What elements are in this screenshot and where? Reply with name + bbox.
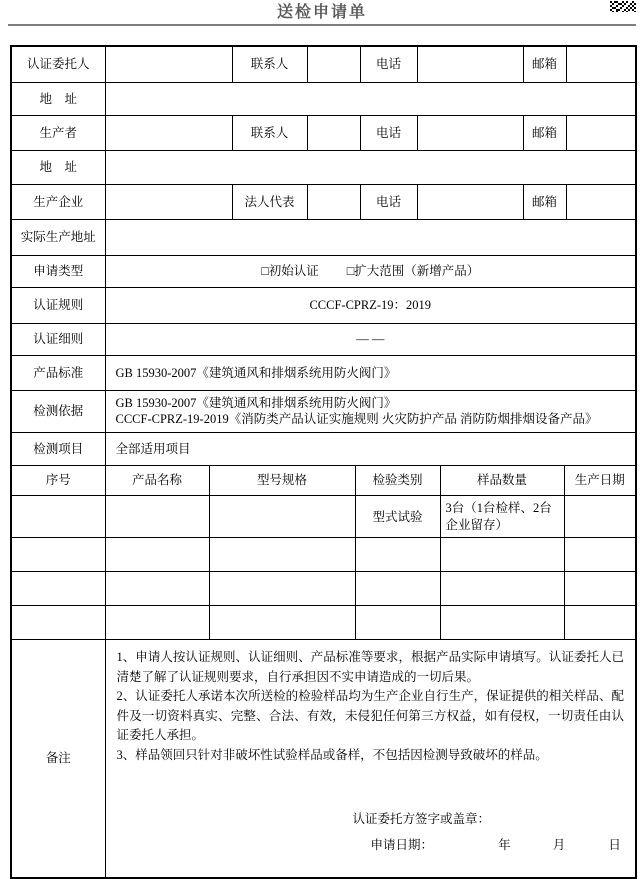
- row-producer: [12, 115, 635, 150]
- certification-rule-label: 认证规则: [12, 287, 105, 323]
- row-producer-address: [12, 150, 635, 184]
- checkbox-expand-scope: □扩大范围（新增产品）: [346, 264, 480, 278]
- document-header: [0, 0, 644, 26]
- remarks-note-2: 2、认证委托人承诺本次所送检的检验样品均为生产企业自行生产，保证提供的相关样品、配件及一切资料真实、完整、合法、有效，未侵犯任何第三方权益，如有侵权，一切责任由认证委托人承担。: [116, 689, 624, 742]
- product-model-cell: [209, 606, 355, 640]
- remarks-note-1: 1、申请人按认证规则、认证细则、产品标准等要求，根据产品实际申请填写。认证委托人已清楚了解了认证规则要求，自行承担因不实申请造成的一切后果。: [116, 650, 624, 684]
- product-date-cell: [564, 572, 635, 606]
- column-header-test-type: 检验类别: [355, 466, 440, 496]
- year-label: 年: [498, 838, 511, 852]
- producer-email-label: 邮箱: [523, 115, 566, 150]
- product-quantity-cell: [440, 606, 564, 640]
- producer-value-cell: [105, 115, 232, 150]
- column-header-production-date: 生产日期: [564, 466, 635, 496]
- product-quantity-cell: 3台（1台检样、2台企业留存）: [440, 496, 564, 538]
- column-header-model: 型号规格: [209, 466, 355, 496]
- certification-detail-label: 认证细则: [12, 323, 105, 355]
- product-model-cell: [209, 538, 355, 572]
- producer-address-value-cell: [105, 150, 635, 184]
- applicant-contact-label: 联系人: [232, 47, 307, 82]
- test-basis-label: 检测依据: [12, 390, 105, 432]
- manufacturer-email-value-cell: [566, 184, 635, 219]
- product-row: [12, 572, 635, 606]
- product-date-cell: [564, 606, 635, 640]
- day-label: 日: [608, 838, 621, 852]
- checkbox-initial-certification: □初始认证: [261, 264, 319, 278]
- application-form-table: [10, 45, 637, 879]
- row-applicant: [12, 47, 635, 82]
- qr-code-icon: [610, 0, 636, 12]
- product-row: [12, 496, 635, 538]
- test-items-label: 检测项目: [12, 432, 105, 465]
- product-name-cell: [105, 572, 209, 606]
- application-type-label: 申请类型: [12, 255, 105, 287]
- product-seq-cell: [12, 572, 105, 606]
- page-title: 送检申请单: [276, 4, 367, 21]
- product-model-cell: [209, 572, 355, 606]
- legal-representative-value-cell: [307, 184, 360, 219]
- column-header-product-name: 产品名称: [105, 466, 209, 496]
- remarks-note-3: 3、样品领回只针对非破坏性试验样品或备样，不包括因检测导致破坏的样品。: [116, 747, 548, 762]
- product-test-type-cell: 型式试验: [355, 496, 440, 538]
- product-name-cell: [105, 496, 209, 538]
- applicant-email-value-cell: [566, 47, 635, 82]
- column-header-seq: 序号: [12, 466, 105, 496]
- row-test-items: [12, 432, 635, 465]
- manufacturer-email-label: 邮箱: [523, 184, 566, 219]
- test-basis-line2: CCCF-CPRZ-19-2019《消防类产品认证实施规则 火灾防护产品 消防防烟排烟设备产品》: [115, 412, 598, 426]
- row-product-standard: [12, 355, 635, 390]
- row-certification-detail: [12, 323, 635, 355]
- column-header-quantity: 样品数量: [440, 466, 564, 496]
- product-name-cell: [105, 538, 209, 572]
- product-test-type-cell: [355, 572, 440, 606]
- product-model-cell: [209, 496, 355, 538]
- product-seq-cell: [12, 538, 105, 572]
- row-certification-rule: [12, 287, 635, 323]
- test-basis-value: [105, 390, 635, 432]
- row-test-basis: [12, 390, 635, 432]
- producer-contact-value-cell: [307, 115, 360, 150]
- product-table-header: [12, 466, 635, 496]
- product-seq-cell: [12, 496, 105, 538]
- application-date-line: [371, 835, 625, 855]
- product-test-type-cell: [355, 538, 440, 572]
- legal-representative-label: 法人代表: [232, 184, 307, 219]
- product-seq-cell: [12, 606, 105, 640]
- product-date-cell: [564, 538, 635, 572]
- signature-block: [117, 809, 625, 855]
- applicant-label: 认证委托人: [12, 47, 105, 82]
- remarks-label: 备注: [12, 640, 105, 877]
- producer-address-label: 地 址: [12, 150, 105, 184]
- application-type-options: [105, 255, 635, 287]
- producer-phone-label: 电话: [360, 115, 417, 150]
- product-standard-value: GB 15930-2007《建筑通风和排烟系统用防火阀门》: [105, 355, 635, 390]
- applicant-email-label: 邮箱: [523, 47, 566, 82]
- manufacturer-phone-label: 电话: [360, 184, 417, 219]
- row-application-type: [12, 255, 635, 287]
- product-name-cell: [105, 606, 209, 640]
- test-basis-line1: GB 15930-2007《建筑通风和排烟系统用防火阀门》: [115, 396, 397, 410]
- product-table: [12, 466, 635, 877]
- actual-production-address-label: 实际生产地址: [12, 219, 105, 255]
- producer-contact-label: 联系人: [232, 115, 307, 150]
- product-row: [12, 606, 635, 640]
- applicant-phone-label: 电话: [360, 47, 417, 82]
- product-standard-label: 产品标准: [12, 355, 105, 390]
- month-label: 月: [552, 838, 566, 852]
- manufacturer-phone-value-cell: [417, 184, 523, 219]
- producer-email-value-cell: [566, 115, 635, 150]
- applicant-address-value-cell: [105, 82, 635, 115]
- signature-label: 认证委托方签字或盖章：: [352, 812, 491, 826]
- applicant-address-label: 地 址: [12, 82, 105, 115]
- certification-rule-value: CCCF-CPRZ-19：2019: [105, 287, 635, 323]
- row-actual-production-address: [12, 219, 635, 255]
- title-divider: [8, 24, 636, 26]
- applicant-contact-value-cell: [307, 47, 360, 82]
- manufacturer-value-cell: [105, 184, 232, 219]
- product-quantity-cell: [440, 572, 564, 606]
- remarks-content: [105, 640, 635, 877]
- producer-label: 生产者: [12, 115, 105, 150]
- applicant-phone-value-cell: [417, 47, 523, 82]
- row-applicant-address: [12, 82, 635, 115]
- applicant-value-cell: [105, 47, 232, 82]
- product-quantity-cell: [440, 538, 564, 572]
- row-remarks: [12, 640, 635, 877]
- row-manufacturer: [12, 184, 635, 219]
- certification-detail-value: — —: [105, 323, 635, 355]
- actual-production-address-value-cell: [105, 219, 635, 255]
- manufacturer-label: 生产企业: [12, 184, 105, 219]
- product-date-cell: [564, 496, 635, 538]
- producer-phone-value-cell: [417, 115, 523, 150]
- application-date-label: 申请日期：: [370, 838, 434, 852]
- test-items-value: 全部适用项目: [105, 432, 635, 465]
- info-table: [12, 47, 635, 466]
- product-row: [12, 538, 635, 572]
- product-test-type-cell: [355, 606, 440, 640]
